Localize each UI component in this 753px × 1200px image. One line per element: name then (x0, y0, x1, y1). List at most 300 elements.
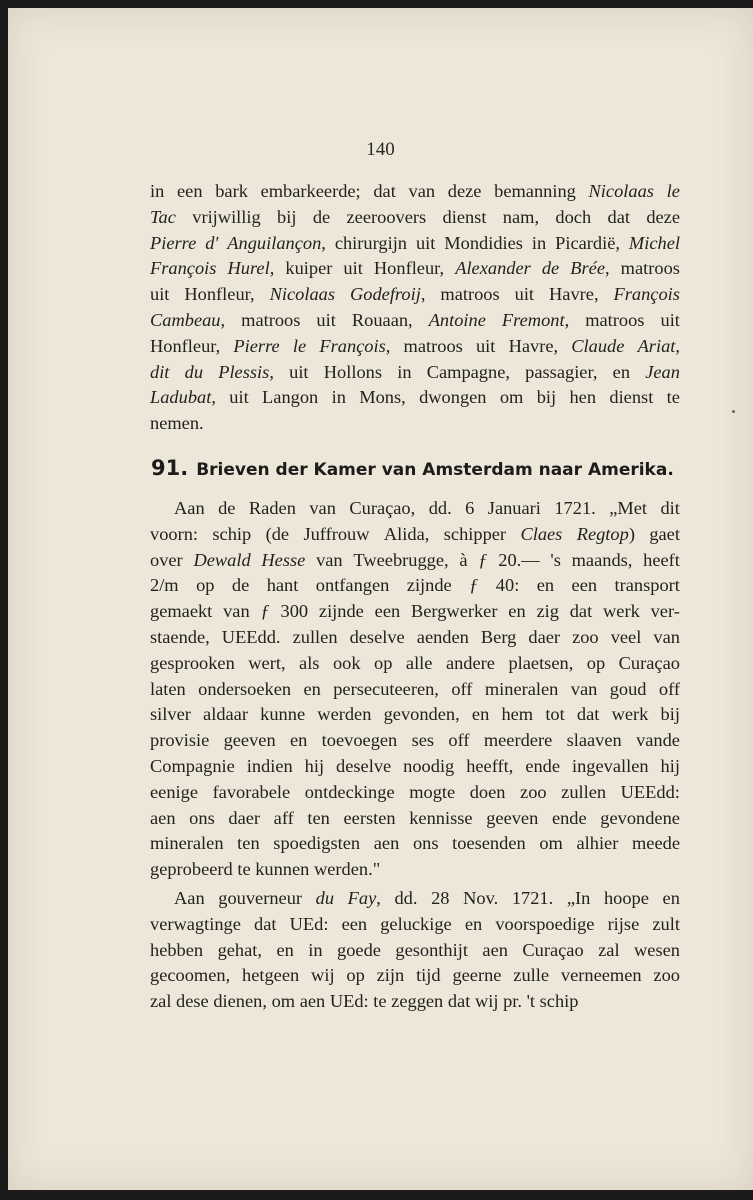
word: kunne (260, 704, 306, 725)
word: in (150, 181, 165, 201)
word: gecoomen, (150, 965, 231, 986)
word: hant (266, 575, 299, 596)
word: ten (307, 807, 330, 828)
word: veel (610, 626, 642, 647)
word: een (177, 181, 203, 201)
document-page (8, 8, 753, 1190)
word: schip (539, 991, 579, 1012)
word: le (292, 335, 307, 356)
word: aen (150, 807, 176, 828)
word: heeft (643, 549, 680, 570)
word: Hurel, (227, 258, 275, 279)
word: Claude (571, 335, 625, 356)
word: Ladubat, (150, 387, 216, 408)
word: du (315, 888, 335, 908)
word: silver (150, 704, 191, 725)
text-line (150, 831, 680, 857)
word: zig (536, 601, 559, 622)
word: gesprooken (150, 652, 235, 673)
word: ontfangen (315, 575, 390, 596)
word: Curaçao (522, 939, 584, 960)
word: zoo (572, 626, 599, 647)
word: plaetsen, (508, 652, 574, 673)
paragraph-letter-curacao-council (150, 496, 680, 883)
word: uit (289, 361, 309, 382)
text-line (150, 334, 680, 360)
word: Honfleur, (184, 284, 255, 305)
word: ons (189, 807, 215, 828)
word: als (299, 652, 320, 673)
word: deze (447, 181, 482, 201)
section-title: Brieven der Kamer van Amsterdam naar Amerika. (196, 460, 674, 480)
text-line (150, 886, 680, 912)
word: Antoine (428, 309, 486, 330)
word: François (150, 258, 217, 279)
word: maands, (571, 549, 633, 570)
word: toevoegen (321, 730, 398, 751)
word: op (374, 652, 393, 673)
word: hen (569, 387, 597, 408)
word: Compagnie (150, 755, 235, 776)
word: doen (469, 781, 506, 802)
text-line (150, 308, 680, 334)
word: Raden (248, 498, 296, 518)
word: dwongen (419, 387, 487, 408)
word: dd. (394, 888, 418, 908)
word: Campagne, (426, 361, 510, 382)
word: om (539, 833, 563, 854)
page-number: 140 (366, 139, 395, 160)
word: te (237, 859, 251, 880)
word: bij (660, 704, 680, 725)
word: Honfleur, (150, 335, 221, 356)
word: dit (660, 498, 680, 518)
word: Alexander (455, 258, 531, 279)
word: werk (611, 704, 649, 725)
word: gaet (649, 523, 680, 544)
word: ende (551, 807, 587, 828)
word: persecuteeren, (333, 678, 439, 699)
word: 6 (465, 498, 475, 518)
word: 2/m (150, 575, 179, 596)
word: aenden (416, 626, 469, 647)
word: Brée, (570, 258, 610, 279)
word: matroos (241, 309, 301, 330)
word: schipper (443, 523, 507, 544)
word: le (666, 181, 680, 201)
word: van (309, 498, 336, 518)
text-line (150, 677, 680, 703)
word: zal (150, 991, 172, 1012)
word: heefft, (466, 755, 514, 776)
word: passagier, (525, 361, 598, 382)
word: hebben (150, 939, 204, 960)
word: de (218, 498, 236, 518)
word: aen (373, 833, 400, 854)
word: Fay, (347, 888, 381, 908)
word: uit (150, 284, 170, 305)
word: doch (555, 206, 592, 227)
word: een (341, 913, 368, 934)
word: Plessis, (218, 361, 274, 382)
text-line (150, 780, 680, 806)
word: 28 (431, 888, 450, 908)
word: uit (475, 335, 496, 356)
word: noodig (403, 755, 455, 776)
word: dese (176, 991, 209, 1012)
word: hij (304, 755, 325, 776)
word: tot (545, 704, 565, 725)
word: in (308, 939, 323, 960)
word: Tweebrugge, (353, 549, 449, 570)
word: François (613, 284, 680, 305)
word: 's (550, 549, 561, 570)
word: van (408, 181, 436, 201)
word: en (612, 361, 631, 382)
word: (de (265, 523, 290, 544)
word: Havre, (549, 284, 599, 305)
word: ons (412, 833, 439, 854)
word: matroos (620, 258, 680, 279)
word: zeggen (391, 991, 444, 1012)
word: UEd: (289, 913, 329, 934)
word: off (448, 730, 470, 751)
word: aff (273, 807, 294, 828)
word: goud (609, 678, 647, 699)
word: meede (632, 833, 680, 854)
word: alhier (576, 833, 619, 854)
word: off (451, 678, 473, 699)
word: Mons, (359, 387, 406, 408)
word: Mondidies (444, 232, 523, 253)
word: aldaar (203, 704, 248, 725)
word: en (276, 939, 294, 960)
word: 't (526, 991, 536, 1012)
word: een (571, 575, 598, 596)
word: en (289, 730, 308, 751)
word: Curaçao (618, 652, 680, 673)
word: dienst (442, 206, 487, 227)
word: Nicolaas (588, 181, 654, 201)
word: nam, (502, 206, 540, 227)
word: ten (237, 833, 260, 854)
word: geeven (223, 730, 276, 751)
word: ontdeckinge (304, 781, 395, 802)
word: mineralen (150, 833, 224, 854)
word: zal (598, 939, 620, 960)
word: 1721. (511, 888, 554, 908)
word: om (271, 991, 296, 1012)
word: eenige (150, 781, 198, 802)
word: Pierre (233, 335, 280, 356)
word: schip (212, 523, 252, 544)
word: hij (660, 755, 680, 776)
word: en (662, 888, 680, 908)
word: gehat, (217, 939, 262, 960)
word: off (658, 678, 680, 699)
word: UEEdd. (221, 626, 281, 647)
word: mineralen (484, 678, 559, 699)
word: Godefroij, (349, 284, 426, 305)
text-line (150, 411, 680, 437)
word: ingevallen (571, 755, 649, 776)
word: matroos (403, 335, 463, 356)
word: vrijwillig (192, 206, 261, 227)
word: in (397, 361, 412, 382)
word: transport (614, 575, 680, 596)
word: bark (215, 181, 248, 201)
text-line (150, 256, 680, 282)
word: van (653, 626, 680, 647)
word: ende (525, 755, 561, 776)
text-line (150, 599, 680, 625)
text-line (150, 179, 680, 205)
word: indien (246, 755, 293, 776)
word: gevonden, (383, 704, 460, 725)
word: te (666, 387, 680, 408)
word: en (464, 913, 483, 934)
word: Anguilançon, (227, 232, 326, 253)
word: werk (603, 601, 640, 622)
word: ƒ (478, 549, 488, 570)
word: 20.— (498, 549, 540, 570)
margin-speck (732, 410, 735, 413)
word: zulle (513, 965, 550, 986)
word: uit (229, 387, 249, 408)
word: Aan (174, 498, 205, 518)
word: Claes (520, 523, 563, 544)
word: de (312, 206, 331, 227)
word: werden (317, 704, 372, 725)
word: zeeroovers (346, 206, 427, 227)
word: kennisse (409, 807, 473, 828)
word: van (570, 678, 598, 699)
word: 40: (495, 575, 520, 596)
word: d' (205, 232, 219, 253)
word: Havre, (508, 335, 559, 356)
word: andere (445, 652, 495, 673)
word: Regtop) (576, 523, 635, 544)
word: dienst (609, 387, 654, 408)
word: matroos (585, 309, 645, 330)
word: en (471, 704, 490, 725)
word: Aan (174, 888, 205, 908)
word: laten (150, 678, 186, 699)
word: spoedigsten (273, 833, 361, 854)
word: Nicolaas (269, 284, 336, 305)
word: om (499, 387, 524, 408)
word: dienen, (213, 991, 267, 1012)
text-line (150, 754, 680, 780)
word: slaaven (566, 730, 622, 751)
word: en (303, 678, 321, 699)
word: zullen (561, 781, 607, 802)
word: zult (652, 913, 680, 934)
word: Curaçao, (349, 498, 416, 518)
word: geerne (452, 965, 502, 986)
text-line (150, 912, 680, 938)
word: zijnde (318, 601, 364, 622)
word: ƒ (469, 575, 479, 596)
word: Juffrouw (303, 523, 370, 544)
word: nemen. (150, 413, 204, 434)
word: Langon (262, 387, 319, 408)
word: Pierre (150, 232, 197, 253)
word: Hesse (261, 549, 306, 570)
word: kunnen (255, 859, 310, 880)
word: op (586, 652, 606, 673)
word: Bergwerker (411, 601, 498, 622)
word: bij (277, 206, 297, 227)
word: staende, (150, 626, 210, 647)
word: du (184, 361, 204, 382)
word: Tac (150, 206, 176, 227)
text-line (150, 963, 680, 989)
word: over (150, 549, 183, 570)
word: de (541, 258, 560, 279)
word: François, (319, 335, 391, 356)
text-line (150, 360, 680, 386)
section-heading (151, 456, 691, 480)
word: uit (343, 258, 363, 279)
text-line (150, 548, 680, 574)
word: ook (332, 652, 361, 673)
word: Nov. (463, 888, 499, 908)
word: ses (411, 730, 435, 751)
word: zoo (520, 781, 547, 802)
text-line (150, 728, 680, 754)
word: Alida, (383, 523, 430, 544)
word: pr. (503, 991, 522, 1012)
word: Michel (628, 232, 680, 253)
word: Fremont, (501, 309, 570, 330)
word: aen (299, 991, 326, 1012)
word: ondersoeken (198, 678, 292, 699)
word: en (508, 601, 526, 622)
word: kuiper (285, 258, 333, 279)
word: in (531, 232, 547, 253)
word: gemaekt (150, 601, 213, 622)
word: deze (646, 206, 680, 227)
word: op (196, 575, 215, 596)
text-line (150, 625, 680, 651)
word: van (223, 601, 250, 622)
word: rijse (607, 913, 640, 934)
word: deselve (336, 755, 392, 776)
word: dat (373, 181, 396, 201)
word: zullen (292, 626, 338, 647)
text-line (150, 496, 680, 522)
text-line (150, 385, 680, 411)
word: zijnde (406, 575, 452, 596)
word: favorabele (212, 781, 291, 802)
word: deselve (349, 626, 405, 647)
word: 300 (280, 601, 309, 622)
word: in (331, 387, 346, 408)
word: verneemen (560, 965, 642, 986)
word: Januari (487, 498, 541, 518)
word: op (346, 965, 365, 986)
text-line (150, 938, 680, 964)
word: wij (311, 965, 335, 986)
word: embarkeerde; (260, 181, 361, 201)
word: Honfleur, (373, 258, 445, 279)
word: geluckige (380, 913, 452, 934)
word: uit (316, 309, 336, 330)
paragraph-letter-governor (150, 886, 680, 1015)
word: 1721. (554, 498, 596, 518)
text-line (150, 651, 680, 677)
word: daer (228, 807, 261, 828)
word: en (536, 575, 555, 596)
word: alle (405, 652, 433, 673)
word: verwagtinge (150, 913, 241, 934)
word: dat (254, 913, 277, 934)
word: hoope (603, 888, 649, 908)
text-line (150, 282, 680, 308)
word: werden." (313, 859, 381, 880)
word: uit (660, 309, 680, 330)
word: „Met (609, 498, 647, 518)
word: van (316, 549, 343, 570)
word: dat (569, 601, 593, 622)
word: hem (501, 704, 534, 725)
word: ƒ (260, 601, 270, 622)
word: dd. (428, 498, 452, 518)
word: gouverneur (218, 888, 303, 908)
word: bemanning (494, 181, 576, 201)
word: dat (607, 206, 630, 227)
word: gesonthijt (395, 939, 468, 960)
word: Berg (480, 626, 517, 647)
word: vande (636, 730, 680, 751)
section-number: 91. (151, 456, 189, 480)
word: meerdere (483, 730, 553, 751)
word: à (459, 549, 468, 570)
word: tijd (416, 965, 441, 986)
word: Ariat, (637, 335, 680, 356)
text-line (150, 205, 680, 231)
word: een (374, 601, 401, 622)
text-line (150, 573, 680, 599)
word: gevondene (600, 807, 680, 828)
text-line (150, 989, 680, 1015)
word: geprobeerd (150, 859, 233, 880)
word: „In (566, 888, 591, 908)
word: Picardië, (555, 232, 620, 253)
word: Jean (645, 361, 680, 382)
text-line (150, 857, 680, 883)
word: Hollons (323, 361, 382, 382)
word: eersten (343, 807, 396, 828)
word: chirurgijn (334, 232, 408, 253)
word: Rouaan, (351, 309, 413, 330)
word: daer (528, 626, 561, 647)
word: voorn: (150, 523, 199, 544)
word: toesenden (452, 833, 526, 854)
word: wesen (634, 939, 680, 960)
text-line (150, 231, 680, 257)
word: aen (482, 939, 508, 960)
word: dit (150, 361, 170, 382)
word: Cambeau, (150, 309, 226, 330)
word: UEd: (329, 991, 369, 1012)
word: zijn (376, 965, 405, 986)
word: matroos (440, 284, 500, 305)
word: te (373, 991, 387, 1012)
word: ver- (650, 601, 680, 622)
word: wert, (248, 652, 286, 673)
